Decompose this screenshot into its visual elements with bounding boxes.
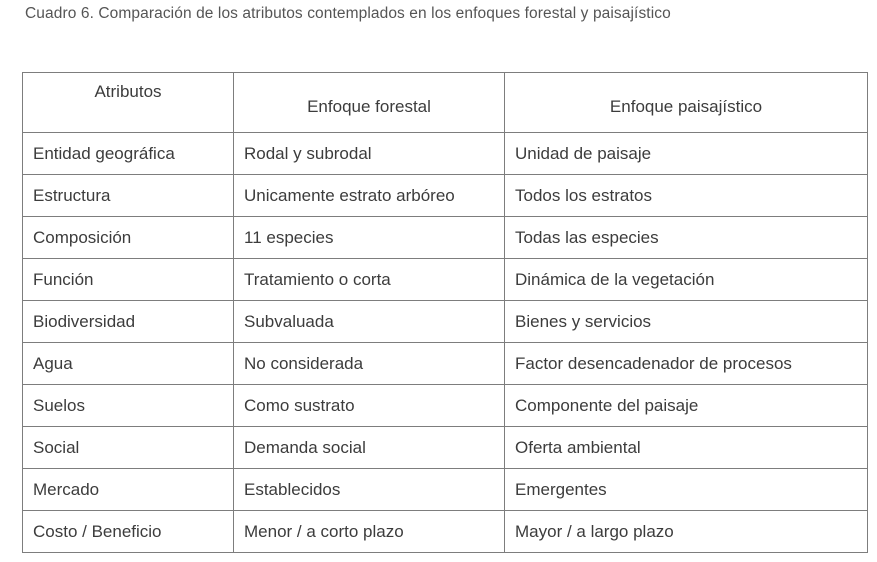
- header-enfoque-paisajistico: Enfoque paisajístico: [505, 73, 868, 133]
- cell-paisajistico: Unidad de paisaje: [505, 133, 868, 175]
- header-atributos: Atributos: [23, 73, 234, 133]
- cell-atributo: Suelos: [23, 385, 234, 427]
- cell-forestal: Unicamente estrato arbóreo: [234, 175, 505, 217]
- cell-forestal: Como sustrato: [234, 385, 505, 427]
- table-row: [23, 217, 868, 259]
- cell-forestal: Rodal y subrodal: [234, 133, 505, 175]
- cell-atributo: Estructura: [23, 175, 234, 217]
- table-row: [23, 175, 868, 217]
- cell-paisajistico: Dinámica de la vegetación: [505, 259, 868, 301]
- table-header-row: [23, 73, 868, 133]
- cell-paisajistico: Componente del paisaje: [505, 385, 868, 427]
- cell-forestal: Demanda social: [234, 427, 505, 469]
- cell-atributo: Función: [23, 259, 234, 301]
- cell-atributo: Biodiversidad: [23, 301, 234, 343]
- cell-paisajistico: Oferta ambiental: [505, 427, 868, 469]
- cell-atributo: Social: [23, 427, 234, 469]
- cell-paisajistico: Emergentes: [505, 469, 868, 511]
- table-row: [23, 511, 868, 553]
- cell-atributo: Entidad geográfica: [23, 133, 234, 175]
- table-row: [23, 469, 868, 511]
- table-caption: Cuadro 6. Comparación de los atributos contemplados en los enfoques forestal y paisajístico: [25, 5, 671, 22]
- header-enfoque-forestal: Enfoque forestal: [234, 73, 505, 133]
- cell-forestal: Subvaluada: [234, 301, 505, 343]
- comparison-table: [22, 72, 868, 553]
- cell-forestal: Establecidos: [234, 469, 505, 511]
- cell-paisajistico: Todas las especies: [505, 217, 868, 259]
- cell-atributo: Costo / Beneficio: [23, 511, 234, 553]
- table-row: [23, 259, 868, 301]
- cell-atributo: Agua: [23, 343, 234, 385]
- cell-forestal: 11 especies: [234, 217, 505, 259]
- cell-forestal: Tratamiento o corta: [234, 259, 505, 301]
- table-row: [23, 301, 868, 343]
- cell-atributo: Mercado: [23, 469, 234, 511]
- cell-paisajistico: Bienes y servicios: [505, 301, 868, 343]
- table-row: [23, 133, 868, 175]
- cell-atributo: Composición: [23, 217, 234, 259]
- table-row: [23, 385, 868, 427]
- table-row: [23, 343, 868, 385]
- cell-paisajistico: Factor desencadenador de procesos: [505, 343, 868, 385]
- table-row: [23, 427, 868, 469]
- cell-forestal: Menor / a corto plazo: [234, 511, 505, 553]
- cell-paisajistico: Mayor / a largo plazo: [505, 511, 868, 553]
- cell-paisajistico: Todos los estratos: [505, 175, 868, 217]
- cell-forestal: No considerada: [234, 343, 505, 385]
